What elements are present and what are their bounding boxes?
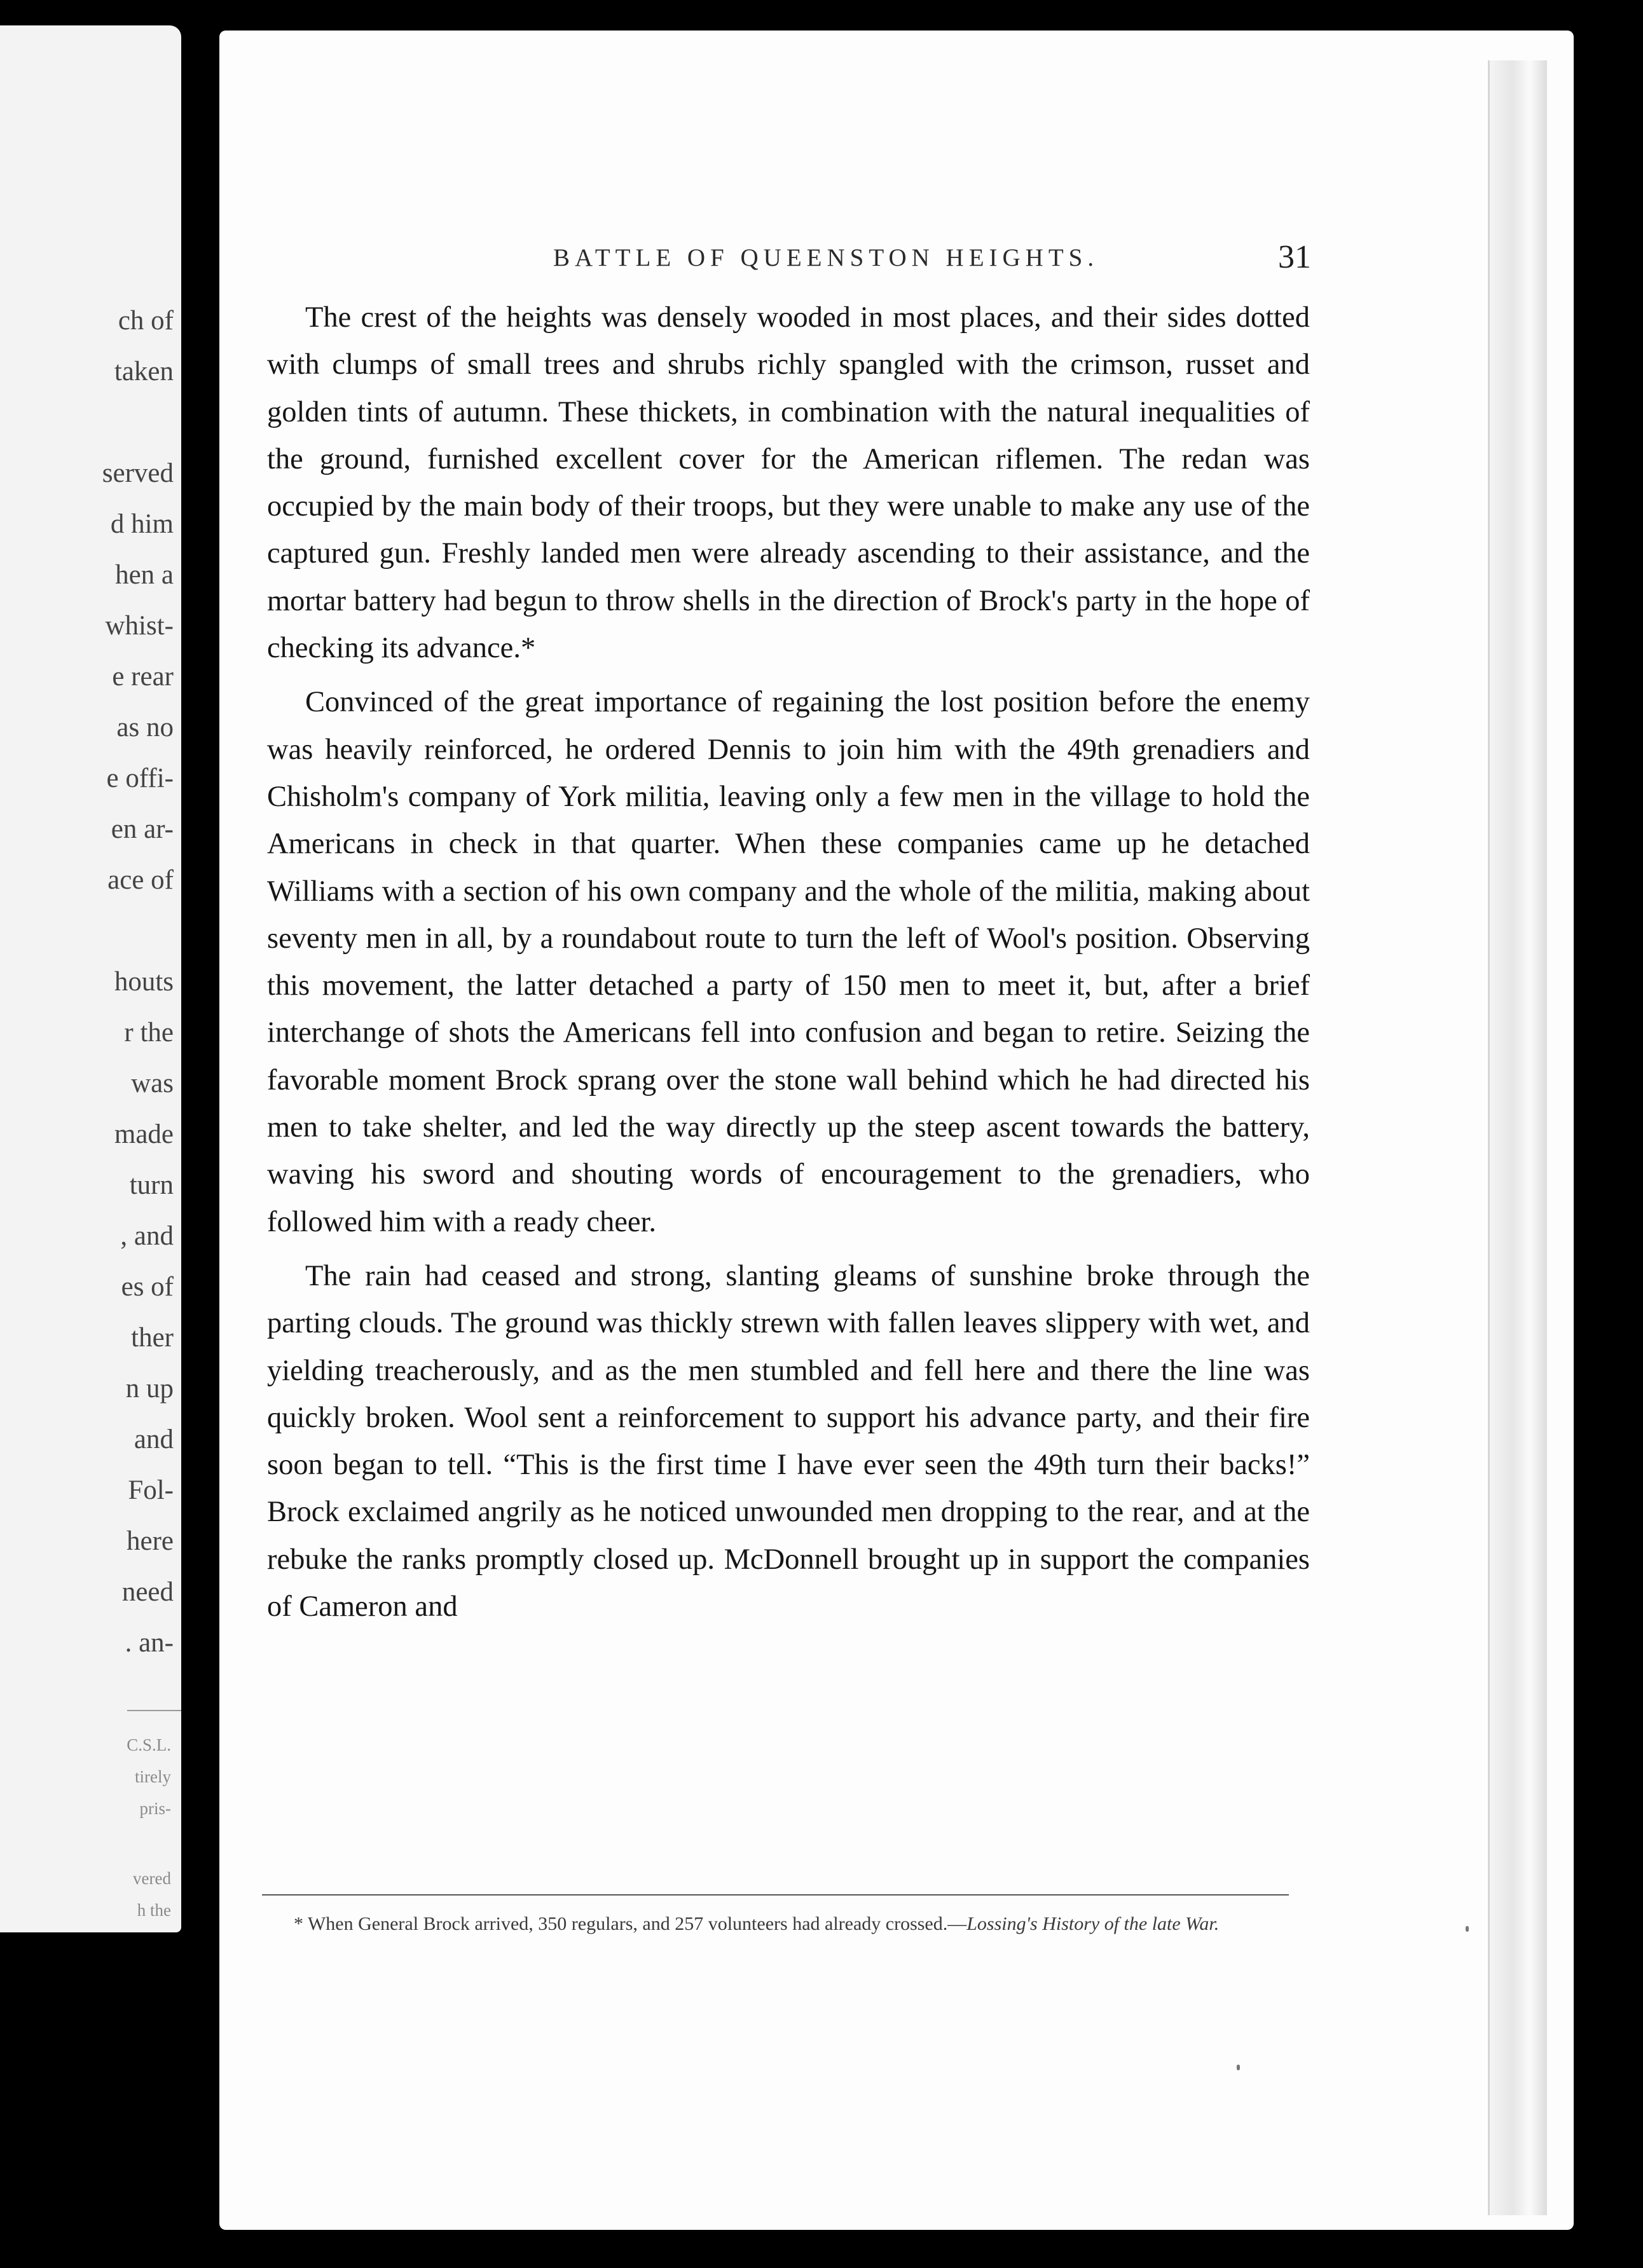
prev-page-footnote-line: h the	[137, 1901, 171, 1920]
prev-page-line: e offi-	[106, 763, 174, 793]
prev-page-line: ch of	[118, 306, 174, 336]
prev-page-footnote-line: pris-	[139, 1799, 171, 1818]
prev-page-line: taken	[114, 357, 174, 386]
prev-page-line: e rear	[112, 662, 174, 692]
paragraph: The crest of the heights was densely wooded in most places, and their sides dotted with clumps of small trees and shrubs richly spangled with the crimson, russet and golden tints of autumn. These thickets, in combination with the natural inequalities of the ground, furnished excellent cover for the American riflemen. The redan was occupied by the main body of their troops, but they were unable to make any use of the captured gun. Freshly landed men were already ascending to their assistance, and the mortar battery had begun to throw shells in the direction of Brock's party in the hope of checking its advance.*	[267, 301, 1310, 665]
footnote	[262, 1912, 1292, 1936]
paragraph: Convinced of the great importance of regaining the lost position before the enemy was heavily reinforced, he ordered Dennis to join him with the 49th grenadiers and Chisholm's company of York militia, leaving only a few men in the village to hold the Americans in check in that quarter. When these companies came up he detached Williams with a section of his own company and the whole of the militia, making about seventy men in all, by a roundabout route to turn the left of Wool's position. Observing this movement, the latter detached a party of 150 men to meet it, but, after a brief interchange of shots the Americans fell into confusion and began to retire. Seizing the favorable moment Brock sprang over the stone wall behind which he had directed his men to take shelter, and led the way directly up the steep ascent towards the battery, waving his sword and shouting words of encouragement to the grenadiers, who followed him with a ready cheer.	[267, 686, 1310, 1238]
prev-page-line: es of	[121, 1272, 174, 1302]
previous-page	[0, 25, 181, 1932]
prev-page-line: houts	[114, 967, 174, 997]
prev-page-line: r the	[124, 1018, 174, 1048]
prev-page-footnote-line: C.S.L.	[127, 1735, 171, 1754]
prev-page-line: hen a	[115, 560, 174, 590]
footnote-source: Lossing's History of the late War.	[966, 1913, 1220, 1934]
prev-page-line: whist-	[105, 611, 174, 641]
prev-page-footnote-rule	[127, 1710, 181, 1711]
prev-page-footnote-line: tirely	[135, 1767, 171, 1786]
prev-page-line: en ar-	[111, 814, 174, 844]
body-text	[267, 294, 1310, 1630]
prev-page-line: Fol-	[128, 1475, 174, 1505]
prev-page-line: served	[102, 458, 174, 488]
prev-page-line: here	[127, 1526, 174, 1556]
prev-page-line: turn	[129, 1170, 174, 1200]
book-gutter	[181, 25, 219, 2212]
ink-speck	[1466, 1926, 1469, 1932]
running-head: BATTLE OF QUEENSTON HEIGHTS.	[553, 244, 1099, 271]
page-number: 31	[1278, 239, 1311, 275]
prev-page-line: , and	[120, 1221, 174, 1251]
prev-page-line: d him	[110, 509, 174, 539]
prev-page-line: as no	[116, 713, 174, 742]
ink-speck	[1237, 2065, 1240, 2070]
prev-page-line: and	[134, 1424, 174, 1454]
footnote-text: * When General Brock arrived, 350 regulars, and 257 volunteers had already crossed.—	[294, 1913, 967, 1934]
prev-page-footnote-line: vered	[133, 1869, 171, 1888]
prev-page-line: ace of	[107, 865, 174, 895]
prev-page-line: . an-	[125, 1628, 174, 1658]
prev-page-line: made	[114, 1119, 174, 1149]
prev-page-line: need	[121, 1577, 174, 1607]
prev-page-line: ther	[131, 1323, 174, 1353]
footnote-rule	[262, 1894, 1289, 1896]
paragraph: The rain had ceased and strong, slanting gleams of sunshine broke through the parting clouds. The ground was thickly strewn with fallen leaves slippery with wet, and yielding treacherously, and as the men stumbled and fell here and there the line was quickly broken. Wool sent a reinforcement to support his advance party, and their fire soon began to tell. “This is the first time I have ever seen the 49th turn their backs!” Brock exclaimed angrily as he noticed unwounded men dropping to the rear, and at the rebuke the ranks promptly closed up. McDonnell brought up in support the companies of Cameron and	[267, 1259, 1310, 1623]
prev-page-line: n up	[125, 1374, 174, 1404]
prev-page-line: was	[131, 1069, 174, 1098]
page-edges	[1488, 60, 1547, 2215]
